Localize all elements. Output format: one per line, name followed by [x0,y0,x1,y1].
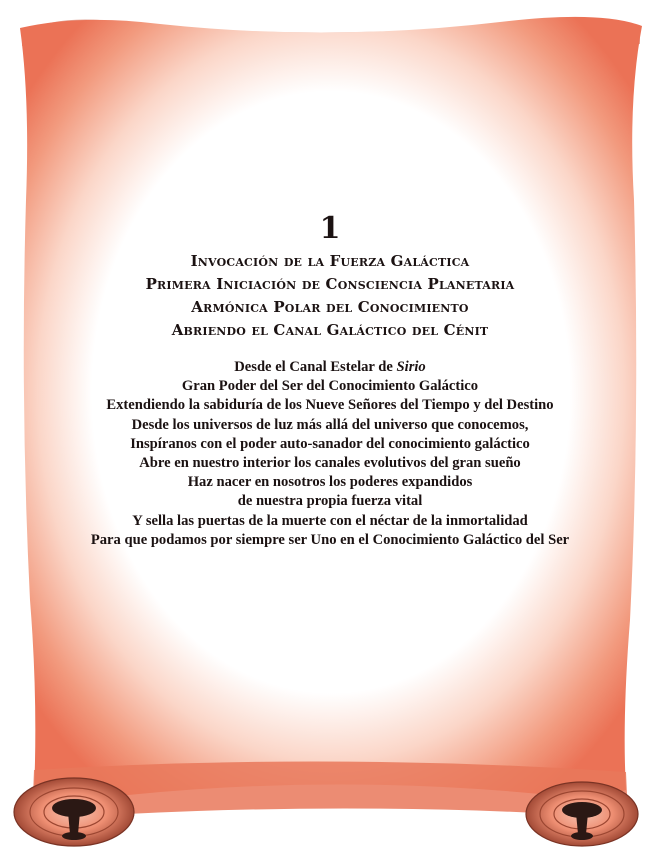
body-line-0-prefix: Desde el Canal Estelar de [234,359,397,375]
body-line-8: Y sella las puertas de la muerte con el néctar de la inmortalidad [132,512,528,529]
body-line-9: Para que podamos por siempre ser Uno en el Conocimiento Galáctico del Ser [90,531,570,548]
title-line-2: Primera Iniciación de Consciencia Planetaria [145,275,515,293]
title-line-1: Invocación de la Fuerza Galáctica [190,252,470,270]
body-line-7: de nuestra propia fuerza vital [237,493,423,510]
body-line-3: Desde los universos de luz más allá del universo que conocemos, [131,416,529,433]
invocation-number: 1 [319,211,341,246]
title-line-3: Armónica Polar del Conocimiento [191,298,469,316]
body-line-2: Extendiendo la sabiduría de los Nueve Señores del Tiempo y del Destino [106,397,554,414]
body-line-1: Gran Poder del Ser del Conocimiento Galáctico [181,378,479,395]
body-line-0 [70,358,590,377]
title-line-4: Abriendo el Canal Galáctico del Cénit [171,321,489,339]
body-line-5: Abre en nuestro interior los canales evolutivos del gran sueño [139,455,521,472]
invocation-title [70,250,590,342]
body-line-0-italic: Sirio [396,359,426,375]
invocation-body [70,358,590,550]
body-line-4: Inspíranos con el poder auto-sanador del conocimiento galáctico [130,435,530,452]
invocation-content [70,211,590,550]
body-line-6: Haz nacer en nosotros los poderes expandidos [187,474,473,491]
right-roll [526,782,638,846]
left-roll [14,778,134,846]
